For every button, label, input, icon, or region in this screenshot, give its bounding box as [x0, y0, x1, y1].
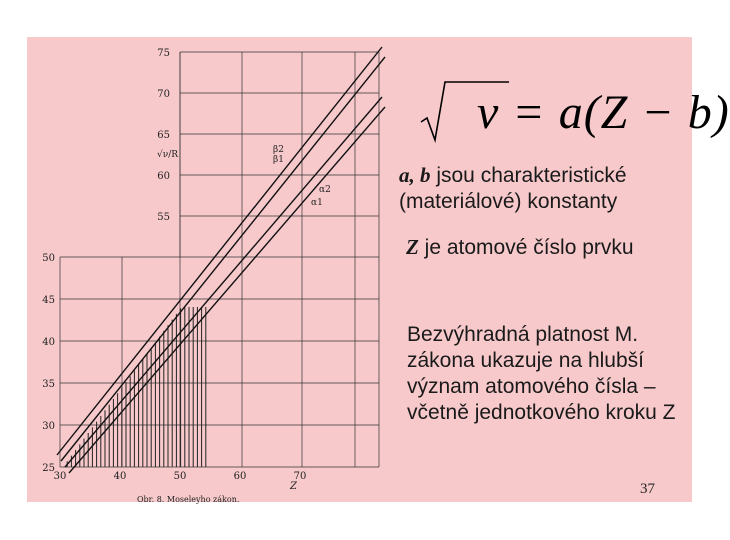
constants-symbols: a, b: [399, 163, 431, 187]
y-tick-label: 40: [42, 337, 55, 348]
line-label: α2: [319, 185, 331, 195]
y-tick-label: 70: [157, 89, 170, 100]
x-tick-label: 60: [233, 471, 247, 482]
line-label: α1: [311, 198, 323, 208]
z-symbol: Z: [406, 235, 419, 259]
line-beta1: [61, 57, 385, 461]
y-tick-label: 60: [157, 171, 170, 182]
y-tick-label: 25: [42, 463, 55, 474]
figure-grid: [60, 52, 379, 467]
x-tick-label: 30: [53, 471, 67, 482]
atomic-number-paragraph: [406, 234, 634, 261]
y-tick-label: 30: [42, 421, 55, 432]
y-tick-label: 45: [42, 295, 55, 306]
constants-paragraph: [399, 162, 627, 215]
validity-line: Bezvýhradná platnost M.: [407, 323, 639, 346]
line-label: β2: [273, 145, 284, 155]
x-tick-label: 50: [173, 471, 187, 482]
y-tick-label: 65: [157, 130, 170, 141]
moseley-lines: [57, 47, 385, 473]
validity-line: význam atomového čísla –: [407, 375, 656, 398]
x-tick-label: 70: [293, 471, 307, 482]
y-tick-label: 75: [157, 48, 170, 59]
validity-line: včetně jednotkového kroku Z: [407, 401, 676, 424]
slide-number: 37: [640, 481, 655, 497]
constants-text-2: (materiálové) konstanty: [399, 190, 618, 213]
x-axis-label: Z: [290, 481, 297, 492]
y-tick-label: 35: [42, 379, 55, 390]
validity-line: zákona ukazuje na hlubší: [407, 349, 644, 372]
line-label: β1: [273, 155, 284, 165]
line-beta2: [57, 47, 382, 455]
constants-text-1: jsou charakteristické: [430, 164, 627, 187]
y-tick-label: 55: [157, 212, 170, 223]
line-alpha2: [65, 97, 382, 467]
validity-paragraph: [407, 322, 676, 426]
moseley-formula: ν = a(Z − b): [477, 86, 730, 139]
slide: [27, 37, 730, 504]
line-alpha1: [69, 107, 385, 473]
figure-labels: [42, 48, 331, 504]
figure-caption: Obr. 8. Moseleyho zákon.: [137, 495, 240, 504]
x-tick-label: 40: [113, 471, 127, 482]
atomic-number-text: je atomové číslo prvku: [418, 236, 634, 259]
y-tick-label: 50: [42, 253, 55, 264]
y-axis-label: √ν/R: [157, 150, 179, 160]
